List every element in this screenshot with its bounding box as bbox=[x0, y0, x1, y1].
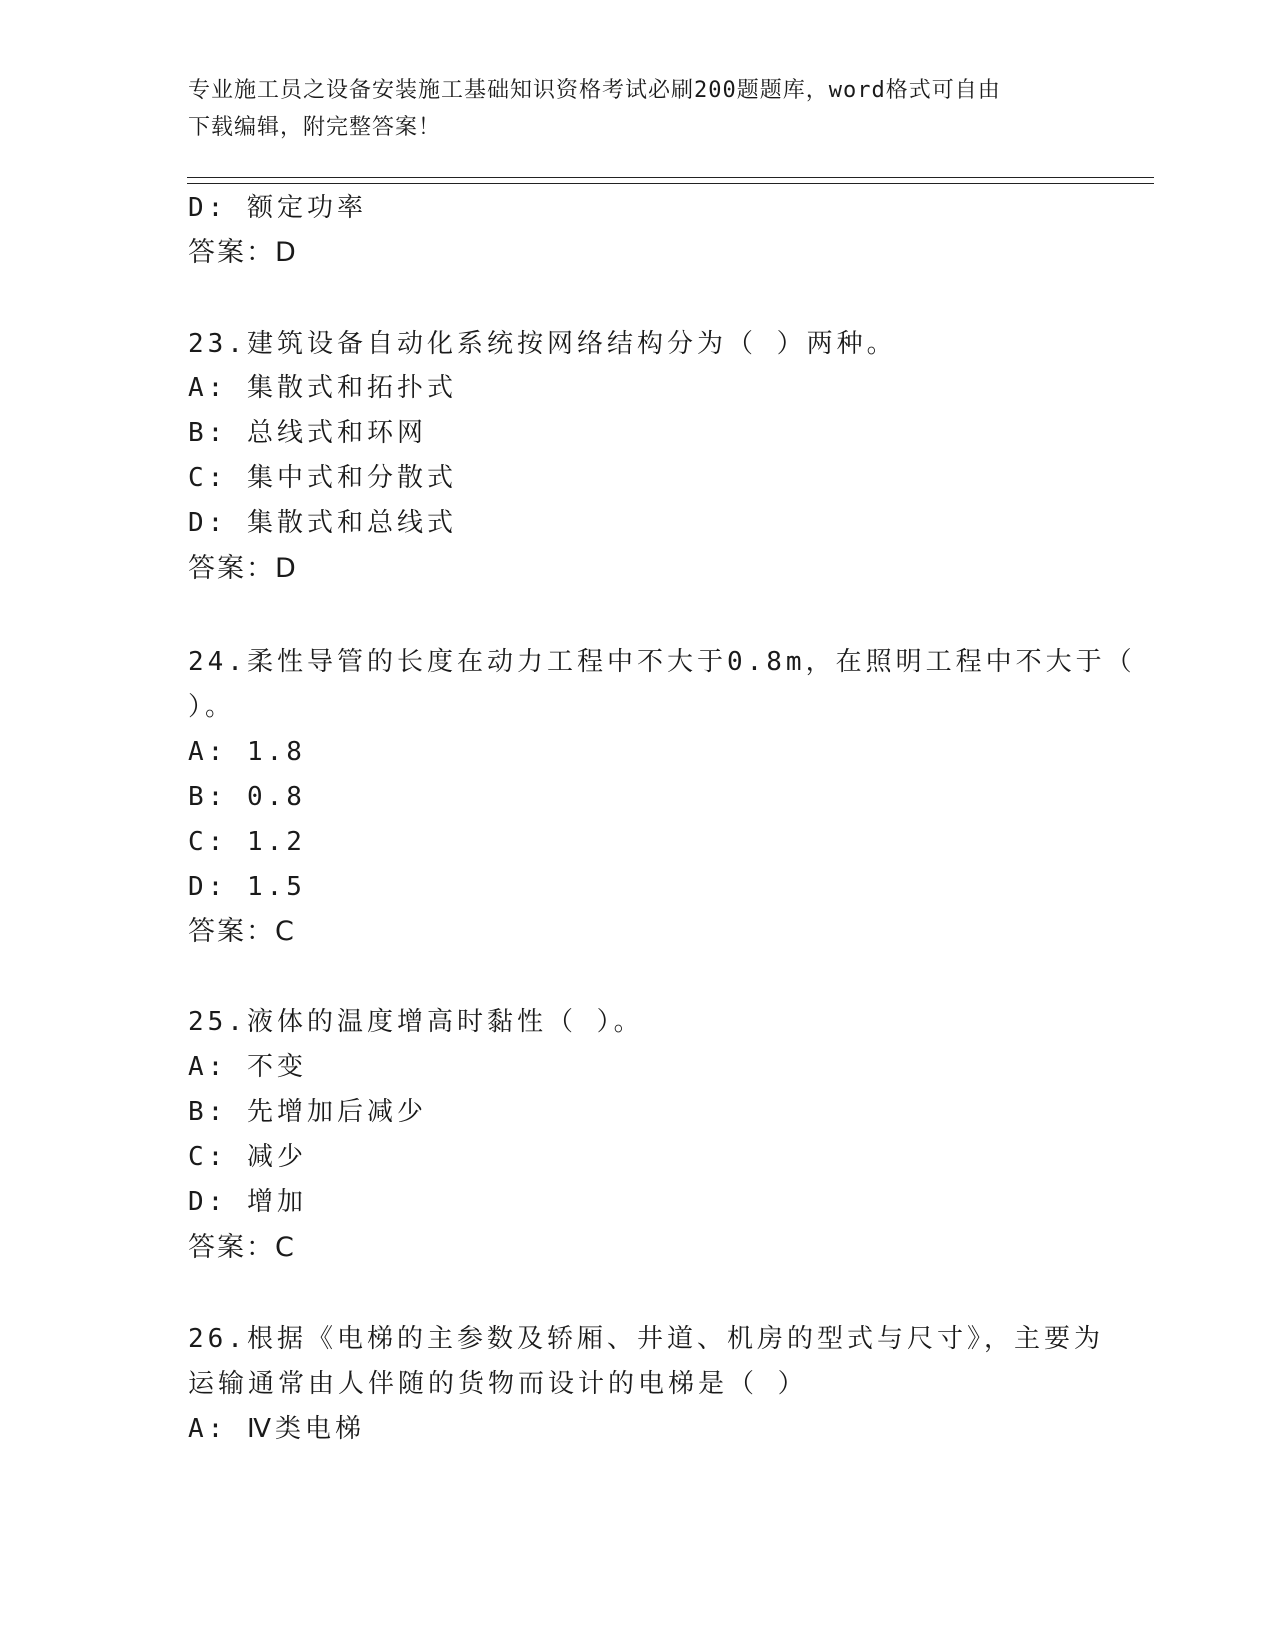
q23-stem: 23.建筑设备自动化系统按网络结构分为（ ）两种。 bbox=[188, 329, 897, 359]
q23-option-d: D: 集散式和总线式 bbox=[188, 508, 457, 538]
q26-stem-line-1: 26.根据《电梯的主参数及轿厢、井道、机房的型式与尺寸》，主要为 bbox=[188, 1324, 1104, 1354]
header-line-2: 下载编辑，附完整答案！ bbox=[188, 115, 442, 140]
q25-option-b: B: 先增加后减少 bbox=[188, 1097, 427, 1127]
q23-option-b: B: 总线式和环网 bbox=[188, 418, 427, 448]
q24-option-a: A: 1.8 bbox=[188, 737, 306, 767]
q26-option-a: A: Ⅳ类电梯 bbox=[188, 1414, 365, 1444]
q24-option-c: C: 1.2 bbox=[188, 827, 306, 857]
prev-option-d: D: 额定功率 bbox=[188, 193, 367, 223]
header-rule-bottom bbox=[187, 183, 1154, 184]
q24-answer: 答案：C bbox=[188, 916, 296, 947]
q23-answer: 答案：D bbox=[188, 553, 298, 584]
q24-option-b: B: 0.8 bbox=[188, 782, 306, 812]
q25-option-c: C: 减少 bbox=[188, 1142, 307, 1172]
q23-option-a: A: 集散式和拓扑式 bbox=[188, 373, 457, 403]
q26-stem-line-2: 运输通常由人伴随的货物而设计的电梯是（ ） bbox=[188, 1369, 808, 1399]
q24-option-d: D: 1.5 bbox=[188, 872, 306, 902]
q24-stem-line-2: ）。 bbox=[188, 692, 236, 722]
header-rule-top bbox=[187, 177, 1154, 178]
prev-answer: 答案：D bbox=[188, 237, 298, 268]
q25-answer: 答案：C bbox=[188, 1232, 296, 1263]
q25-option-a: A: 不变 bbox=[188, 1052, 307, 1082]
header-line-1: 专业施工员之设备安装施工基础知识资格考试必刷200题题库，word格式可自由 bbox=[188, 78, 1001, 103]
q25-stem: 25.液体的温度增高时黏性（ ）。 bbox=[188, 1007, 644, 1037]
q25-option-d: D: 增加 bbox=[188, 1187, 307, 1217]
q24-stem-line-1: 24.柔性导管的长度在动力工程中不大于0.8m，在照明工程中不大于（ bbox=[188, 647, 1136, 677]
document-header bbox=[188, 72, 1088, 146]
q23-option-c: C: 集中式和分散式 bbox=[188, 463, 457, 493]
